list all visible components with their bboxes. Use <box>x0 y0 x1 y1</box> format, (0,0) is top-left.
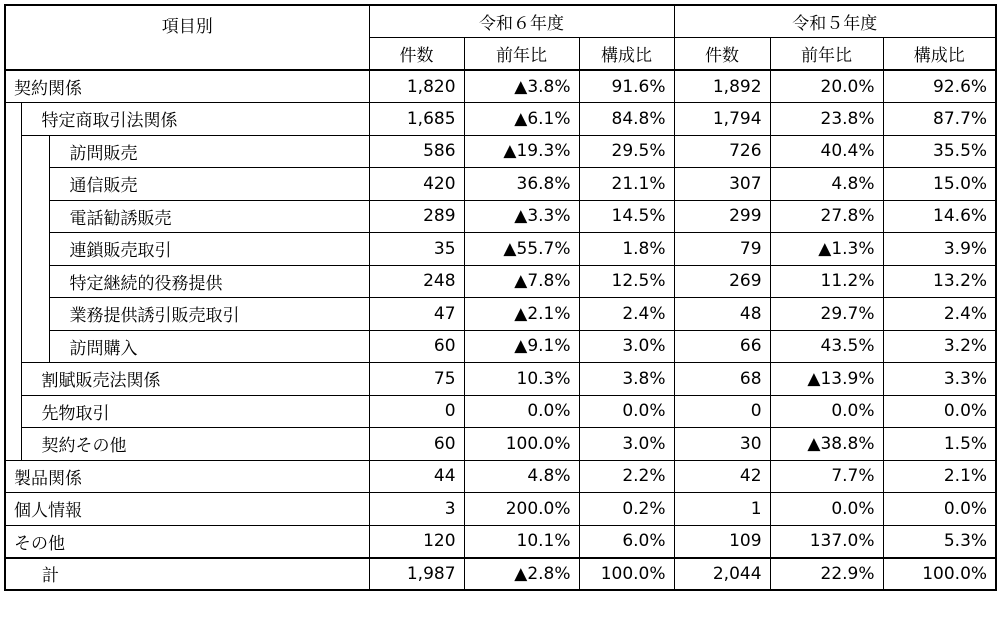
r6-count-cell: 44 <box>369 460 464 493</box>
period-r5-header: 令和５年度 <box>674 5 996 38</box>
r5-count-cell: 79 <box>674 233 770 266</box>
row-label: 訪問購入 <box>49 330 369 363</box>
r6-yoy-cell: 200.0% <box>464 493 579 526</box>
r5-yoy-cell: 137.0% <box>770 525 883 558</box>
r6-count-cell: 47 <box>369 298 464 331</box>
r5-share-cell: 13.2% <box>883 265 996 298</box>
r6-count-cell: 586 <box>369 135 464 168</box>
r5-yoy-cell: 7.7% <box>770 460 883 493</box>
indent-spacer <box>5 395 21 428</box>
r5-count-cell: 307 <box>674 168 770 201</box>
r5-share-cell: 3.9% <box>883 233 996 266</box>
r6-count-cell: 35 <box>369 233 464 266</box>
r6-count-cell: 0 <box>369 395 464 428</box>
indent-spacer <box>5 200 21 233</box>
table-row <box>5 558 996 591</box>
r6-yoy-cell: 100.0% <box>464 428 579 461</box>
r5-count-cell: 2,044 <box>674 558 770 591</box>
statistics-table-wrapper <box>4 4 995 614</box>
indent-spacer <box>5 233 21 266</box>
r5-count-cell: 269 <box>674 265 770 298</box>
indent-spacer <box>5 363 21 396</box>
r6-yoy-cell: ▲55.7% <box>464 233 579 266</box>
r5-yoy-header: 前年比 <box>770 38 883 71</box>
r5-yoy-cell: 0.0% <box>770 395 883 428</box>
r5-count-cell: 30 <box>674 428 770 461</box>
r6-share-cell: 2.4% <box>579 298 674 331</box>
r6-count-cell: 1,820 <box>369 70 464 103</box>
r5-yoy-cell: ▲38.8% <box>770 428 883 461</box>
r5-count-cell: 0 <box>674 395 770 428</box>
r6-share-cell: 0.2% <box>579 493 674 526</box>
indent-spacer <box>5 298 21 331</box>
r6-count-cell: 120 <box>369 525 464 558</box>
r5-share-cell: 0.0% <box>883 493 996 526</box>
table-row <box>5 233 996 266</box>
r6-count-cell: 248 <box>369 265 464 298</box>
r6-count-header: 件数 <box>369 38 464 71</box>
row-label: 通信販売 <box>49 168 369 201</box>
r6-count-cell: 3 <box>369 493 464 526</box>
r6-count-cell: 289 <box>369 200 464 233</box>
r6-share-cell: 12.5% <box>579 265 674 298</box>
r6-share-header: 構成比 <box>579 38 674 71</box>
r5-yoy-cell: ▲1.3% <box>770 233 883 266</box>
row-label: 訪問販売 <box>49 135 369 168</box>
r5-count-cell: 66 <box>674 330 770 363</box>
table-row <box>5 265 996 298</box>
indent-spacer <box>5 168 21 201</box>
table-row <box>5 200 996 233</box>
r5-yoy-cell: 23.8% <box>770 103 883 136</box>
r5-yoy-cell: 0.0% <box>770 493 883 526</box>
table-row <box>5 460 996 493</box>
r5-count-header: 件数 <box>674 38 770 71</box>
r6-share-cell: 1.8% <box>579 233 674 266</box>
r5-share-cell: 15.0% <box>883 168 996 201</box>
category-header: 項目別 <box>5 5 369 70</box>
r5-share-cell: 35.5% <box>883 135 996 168</box>
indent-spacer <box>21 135 49 168</box>
row-label: 業務提供誘引販売取引 <box>49 298 369 331</box>
r5-yoy-cell: 27.8% <box>770 200 883 233</box>
r6-count-cell: 1,685 <box>369 103 464 136</box>
r5-share-cell: 100.0% <box>883 558 996 591</box>
r6-yoy-cell: ▲7.8% <box>464 265 579 298</box>
r5-count-cell: 299 <box>674 200 770 233</box>
r5-count-cell: 1 <box>674 493 770 526</box>
row-label: 電話勧誘販売 <box>49 200 369 233</box>
r5-share-cell: 1.5% <box>883 428 996 461</box>
row-label: 契約その他 <box>21 428 369 461</box>
r6-yoy-cell: 10.1% <box>464 525 579 558</box>
r5-yoy-cell: 11.2% <box>770 265 883 298</box>
indent-spacer <box>5 103 21 136</box>
indent-spacer <box>5 135 21 168</box>
table-row <box>5 363 996 396</box>
indent-spacer <box>5 428 21 461</box>
r6-yoy-cell: 0.0% <box>464 395 579 428</box>
r6-share-cell: 0.0% <box>579 395 674 428</box>
r5-yoy-cell: ▲13.9% <box>770 363 883 396</box>
r5-share-cell: 2.4% <box>883 298 996 331</box>
indent-spacer <box>21 298 49 331</box>
r6-share-cell: 29.5% <box>579 135 674 168</box>
row-label: 特定商取引法関係 <box>21 103 369 136</box>
r6-share-cell: 100.0% <box>579 558 674 591</box>
table-row <box>5 525 996 558</box>
row-label: 連鎖販売取引 <box>49 233 369 266</box>
r5-yoy-cell: 20.0% <box>770 70 883 103</box>
table-body <box>5 70 996 590</box>
row-label: 製品関係 <box>5 460 369 493</box>
row-label: 契約関係 <box>5 70 369 103</box>
row-label: 割賦販売法関係 <box>21 363 369 396</box>
table-row <box>5 493 996 526</box>
r6-yoy-cell: 36.8% <box>464 168 579 201</box>
r6-yoy-cell: ▲9.1% <box>464 330 579 363</box>
r6-count-cell: 60 <box>369 428 464 461</box>
row-label: 特定継続的役務提供 <box>49 265 369 298</box>
r5-share-cell: 5.3% <box>883 525 996 558</box>
r5-share-cell: 3.2% <box>883 330 996 363</box>
r5-count-cell: 42 <box>674 460 770 493</box>
table-row <box>5 298 996 331</box>
r5-yoy-cell: 43.5% <box>770 330 883 363</box>
indent-spacer <box>21 265 49 298</box>
r6-count-cell: 60 <box>369 330 464 363</box>
r6-yoy-cell: ▲3.8% <box>464 70 579 103</box>
row-label: 個人情報 <box>5 493 369 526</box>
r5-share-cell: 2.1% <box>883 460 996 493</box>
r6-yoy-header: 前年比 <box>464 38 579 71</box>
r6-count-cell: 420 <box>369 168 464 201</box>
r6-share-cell: 14.5% <box>579 200 674 233</box>
r6-share-cell: 2.2% <box>579 460 674 493</box>
r5-count-cell: 726 <box>674 135 770 168</box>
table-row <box>5 103 996 136</box>
r6-yoy-cell: 4.8% <box>464 460 579 493</box>
r5-share-header: 構成比 <box>883 38 996 71</box>
indent-spacer <box>5 330 21 363</box>
r6-share-cell: 3.0% <box>579 428 674 461</box>
r6-yoy-cell: ▲3.3% <box>464 200 579 233</box>
table-row <box>5 135 996 168</box>
r6-share-cell: 3.8% <box>579 363 674 396</box>
r6-count-cell: 75 <box>369 363 464 396</box>
r5-yoy-cell: 40.4% <box>770 135 883 168</box>
period-r6-header: 令和６年度 <box>369 5 674 38</box>
r6-yoy-cell: ▲2.8% <box>464 558 579 591</box>
table-row <box>5 168 996 201</box>
indent-spacer <box>21 168 49 201</box>
r6-yoy-cell: ▲19.3% <box>464 135 579 168</box>
table-row <box>5 70 996 103</box>
r5-share-cell: 14.6% <box>883 200 996 233</box>
row-label: 計 <box>5 558 369 591</box>
r6-count-cell: 1,987 <box>369 558 464 591</box>
r5-share-cell: 92.6% <box>883 70 996 103</box>
r5-count-cell: 1,892 <box>674 70 770 103</box>
row-label: その他 <box>5 525 369 558</box>
table-row <box>5 428 996 461</box>
r5-yoy-cell: 4.8% <box>770 168 883 201</box>
table-row <box>5 395 996 428</box>
r6-share-cell: 91.6% <box>579 70 674 103</box>
r6-share-cell: 3.0% <box>579 330 674 363</box>
r5-count-cell: 1,794 <box>674 103 770 136</box>
r5-share-cell: 3.3% <box>883 363 996 396</box>
r5-yoy-cell: 29.7% <box>770 298 883 331</box>
table-row <box>5 330 996 363</box>
row-label: 先物取引 <box>21 395 369 428</box>
header-row-periods <box>5 5 996 38</box>
indent-spacer <box>5 265 21 298</box>
r6-share-cell: 21.1% <box>579 168 674 201</box>
indent-spacer <box>21 233 49 266</box>
consultation-statistics-table <box>4 4 997 591</box>
r5-yoy-cell: 22.9% <box>770 558 883 591</box>
r6-share-cell: 84.8% <box>579 103 674 136</box>
r5-share-cell: 87.7% <box>883 103 996 136</box>
r5-count-cell: 48 <box>674 298 770 331</box>
r5-share-cell: 0.0% <box>883 395 996 428</box>
indent-spacer <box>21 200 49 233</box>
r6-yoy-cell: 10.3% <box>464 363 579 396</box>
r6-share-cell: 6.0% <box>579 525 674 558</box>
indent-spacer <box>21 330 49 363</box>
r6-yoy-cell: ▲2.1% <box>464 298 579 331</box>
r5-count-cell: 109 <box>674 525 770 558</box>
r5-count-cell: 68 <box>674 363 770 396</box>
r6-yoy-cell: ▲6.1% <box>464 103 579 136</box>
